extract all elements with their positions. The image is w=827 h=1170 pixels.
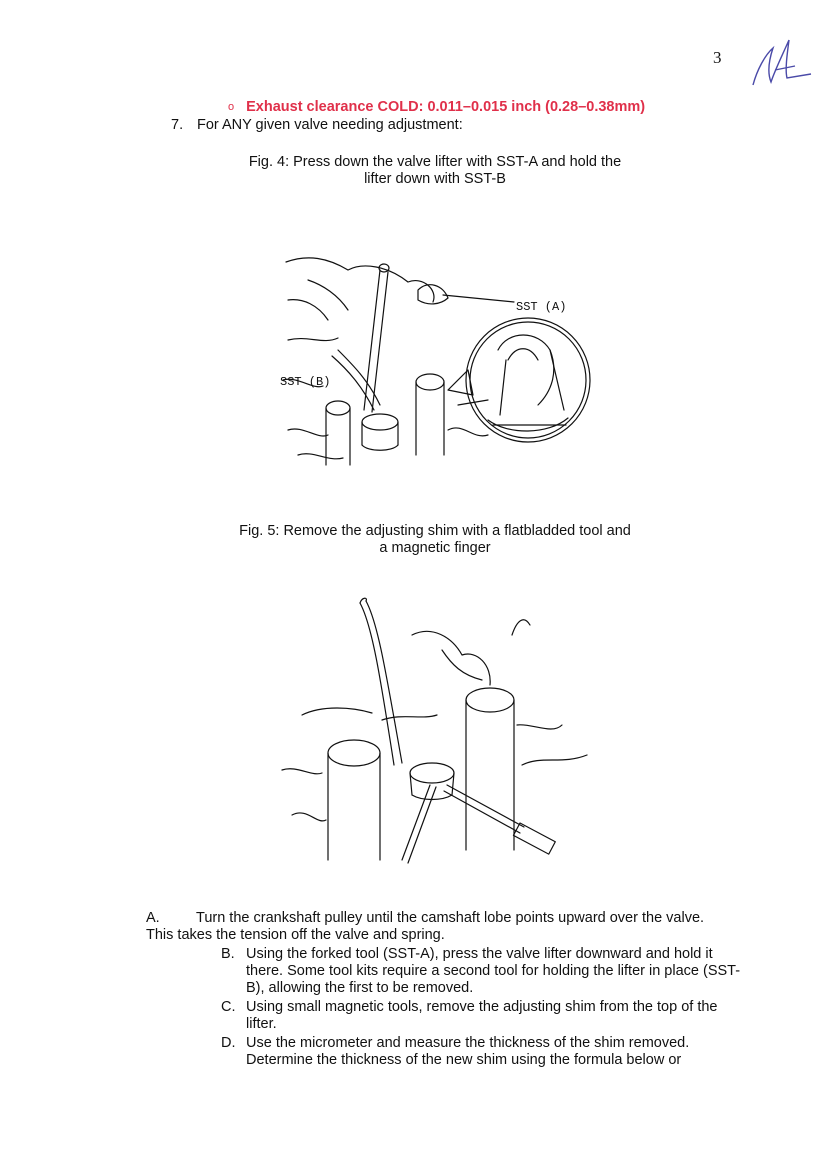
page-number: 3 [713,48,722,67]
step-7-text: For ANY given valve needing adjustment: [197,117,463,133]
step-b [221,946,741,997]
step-c-text: Using small magnetic tools, remove the adjusting shim from the top of the lifter. [246,999,718,1032]
step-7 [171,117,463,133]
step-a-text: Turn the crankshaft pulley until the camshaft lobe points upward over the valve. This takes the tension off the valve and spring. [146,910,705,943]
fig5-caption [200,523,670,557]
step-d [221,1035,741,1069]
fig4-label-sst-b: SST (B) [280,375,331,389]
signature-mark [745,30,815,100]
exhaust-clearance-bullet [228,99,645,115]
fig4-illustration [268,240,608,480]
step-7-number: 7. [171,117,184,133]
fig4-label-sst-a: SST (A) [516,300,567,314]
step-c [221,999,741,1033]
fig5-caption-line1: Fig. 5: Remove the adjusting shim with a flatbladded tool and [239,523,631,539]
bullet-marker: o [228,101,235,113]
fig4-caption-line2: lifter down with SST-B [364,171,506,187]
step-b-letter: B. [221,946,235,962]
step-a-letter: A. [146,910,160,926]
step-d-text: Use the micrometer and measure the thickness of the shim removed. Determine the thickness of the new shim using the formula below or [246,1035,690,1068]
fig5-caption-line2: a magnetic finger [379,540,491,556]
fig5-illustration [262,595,602,870]
fig4-caption-line1: Fig. 4: Press down the valve lifter with SST-A and hold the [248,154,622,170]
step-d-letter: D. [221,1035,236,1051]
step-b-text: Using the forked tool (SST-A), press the valve lifter downward and hold it there. Some tool kits require a second tool for holding the lifter in place (SST-B), allowing the first to be removed. [246,946,741,996]
step-c-letter: C. [221,999,236,1015]
fig4-caption [200,154,670,188]
step-a [146,910,706,944]
exhaust-clearance-text: Exhaust clearance COLD: 0.011–0.015 inch (0.28–0.38mm) [246,99,646,115]
